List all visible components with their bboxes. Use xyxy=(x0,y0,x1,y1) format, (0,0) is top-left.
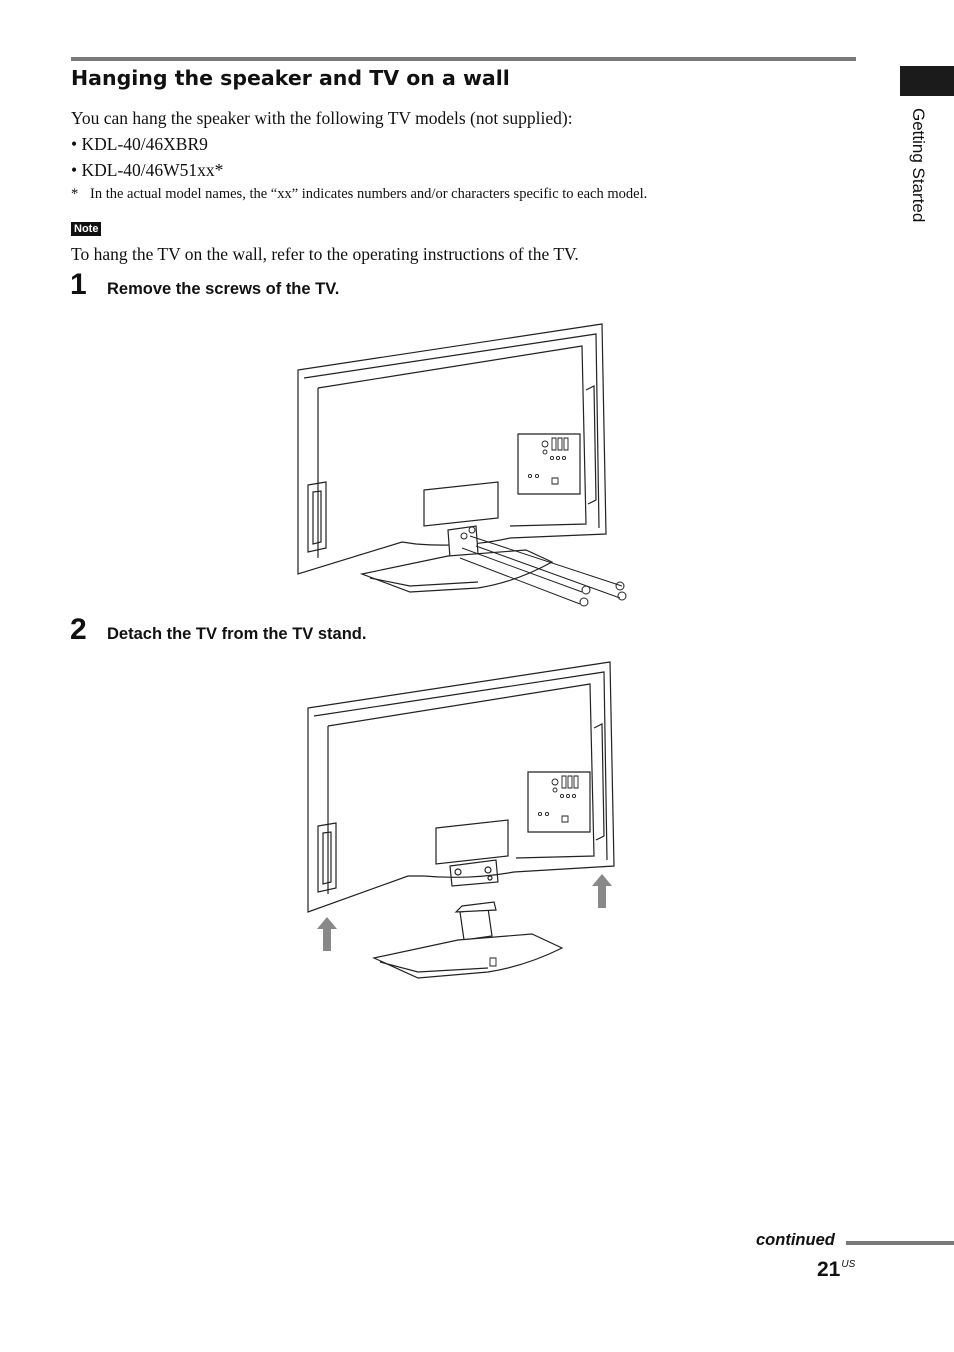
model-item: • KDL-40/46W51xx* xyxy=(71,160,224,180)
step-1-text: Remove the screws of the TV. xyxy=(107,280,340,298)
page-number-suffix: US xyxy=(841,1259,856,1270)
top-rule xyxy=(71,57,856,61)
page-number-value: 21 xyxy=(817,1258,841,1281)
step-1-number: 1 xyxy=(70,268,87,301)
note-badge: Note xyxy=(71,222,101,236)
tv-rear-illustration xyxy=(290,320,640,610)
up-arrow-icon xyxy=(317,917,337,951)
step-2-number: 2 xyxy=(70,613,87,646)
continued-marker xyxy=(756,1231,954,1251)
continued-rule xyxy=(846,1241,954,1245)
footnote-text: In the actual model names, the “xx” indicates numbers and/or characters specific to each model. xyxy=(90,186,648,202)
side-tab xyxy=(900,66,954,96)
footnote-mark: * xyxy=(71,186,79,202)
side-label: Getting Started xyxy=(909,108,928,223)
section-title: Hanging the speaker and TV on a wall xyxy=(71,66,510,90)
page-number xyxy=(817,1258,855,1282)
step-2-text: Detach the TV from the TV stand. xyxy=(107,625,367,643)
continued-label: continued xyxy=(756,1231,835,1249)
up-arrow-icon xyxy=(592,874,612,908)
note-text: To hang the TV on the wall, refer to the operating instructions of the TV. xyxy=(71,244,579,264)
tv-detach-illustration xyxy=(300,660,630,990)
intro-line: You can hang the speaker with the following TV models (not supplied): xyxy=(71,108,573,128)
model-item: • KDL-40/46XBR9 xyxy=(71,134,208,154)
footnote xyxy=(71,186,647,203)
